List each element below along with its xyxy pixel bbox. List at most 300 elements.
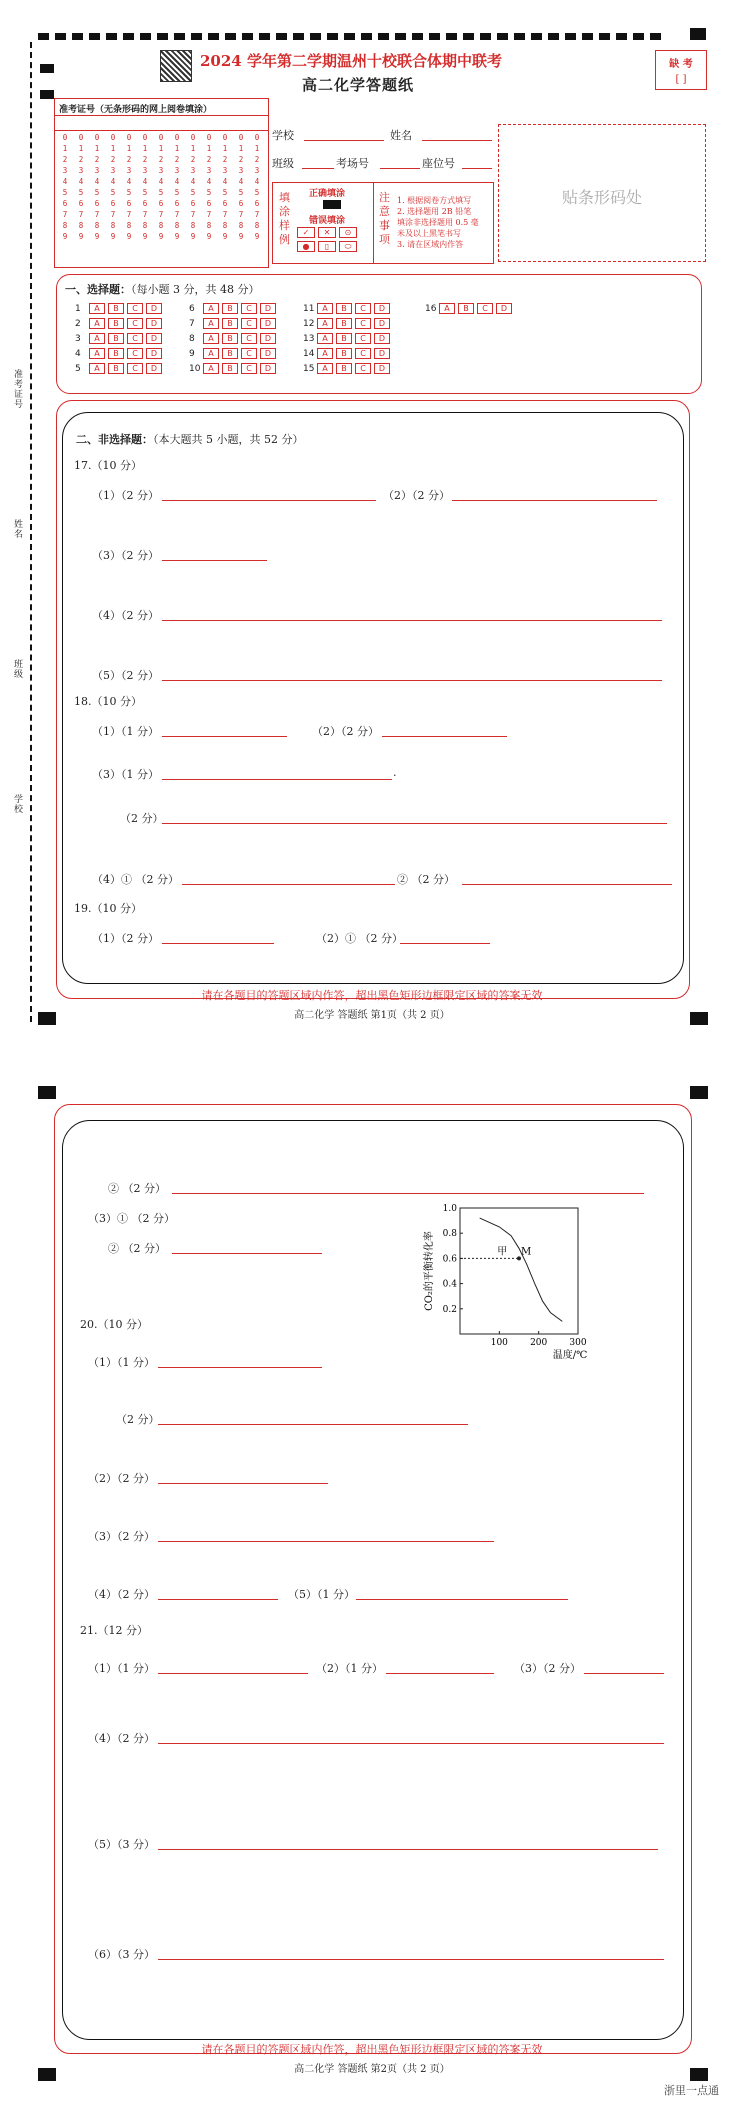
q17-p4-line[interactable] — [162, 620, 662, 621]
exam-digit-bubble[interactable]: 5 — [62, 188, 68, 197]
exam-digit-bubble[interactable]: 4 — [254, 177, 260, 186]
mc-option-bubble[interactable]: D — [374, 363, 390, 374]
mc-option-bubble[interactable]: B — [222, 363, 238, 374]
exam-digit-bubble[interactable]: 4 — [126, 177, 132, 186]
exam-digit-bubble[interactable]: 9 — [238, 232, 244, 241]
exam-digit-bubble[interactable]: 2 — [126, 155, 132, 164]
mc-option-bubble[interactable]: D — [260, 303, 276, 314]
q18-p1-line[interactable] — [162, 736, 287, 737]
mc-option-bubble[interactable]: C — [241, 348, 257, 359]
q19-p3b-line[interactable] — [172, 1253, 322, 1254]
q19-p1-line[interactable] — [162, 943, 274, 944]
exam-digit-bubble[interactable]: 6 — [190, 199, 196, 208]
mc-option-bubble[interactable]: B — [222, 333, 238, 344]
mc-option-bubble[interactable]: B — [108, 333, 124, 344]
mc-option-bubble[interactable]: D — [374, 318, 390, 329]
exam-digit-bubble[interactable]: 0 — [206, 133, 212, 142]
section1-heading: 一、选择题：（每小题 3 分，共 48 分） — [65, 283, 260, 296]
exam-digit-bubble[interactable]: 6 — [126, 199, 132, 208]
exam-digit-bubble[interactable]: 4 — [158, 177, 164, 186]
q20-head: 20.（10 分） — [80, 1318, 148, 1331]
exam-digit-bubble[interactable]: 6 — [62, 199, 68, 208]
corner-mark — [690, 1086, 708, 1099]
exam-digit-bubble[interactable]: 1 — [206, 144, 212, 153]
exam-digit-bubble[interactable]: 1 — [94, 144, 100, 153]
exam-digit-bubble[interactable]: 8 — [142, 221, 148, 230]
mc-option-bubble[interactable]: A — [439, 303, 455, 314]
mc-option-bubble[interactable]: B — [108, 303, 124, 314]
exam-digit-bubble[interactable]: 7 — [190, 210, 196, 219]
exam-digit-bubble[interactable]: 7 — [142, 210, 148, 219]
q21-p6-line[interactable] — [158, 1959, 664, 1960]
name-field[interactable] — [422, 140, 492, 141]
q20-p3-line[interactable] — [158, 1541, 494, 1542]
q17-p1-line[interactable] — [162, 500, 376, 501]
exam-digit-bubble[interactable]: 9 — [206, 232, 212, 241]
exam-digit-bubble[interactable]: 9 — [110, 232, 116, 241]
exam-digit-column[interactable] — [218, 132, 232, 242]
exam-digit-bubble[interactable]: 3 — [126, 166, 132, 175]
mc-option-bubble[interactable]: B — [108, 318, 124, 329]
mc-option-bubble[interactable]: B — [222, 303, 238, 314]
exam-digit-bubble[interactable]: 7 — [174, 210, 180, 219]
q17-p5-line[interactable] — [162, 680, 662, 681]
q19-p2b-line[interactable] — [172, 1193, 644, 1194]
exam-digit-bubble[interactable]: 4 — [94, 177, 100, 186]
q19-p2: （2）① （2 分） — [316, 932, 403, 945]
exam-digit-bubble[interactable]: 8 — [190, 221, 196, 230]
mc-question-8 — [189, 333, 279, 345]
q18-p3-line[interactable] — [162, 779, 392, 780]
exam-digit-bubble[interactable]: 9 — [174, 232, 180, 241]
class-field[interactable] — [302, 168, 334, 169]
q17-p4: （4）（2 分） — [92, 609, 159, 622]
mc-option-bubble[interactable]: D — [496, 303, 512, 314]
mc-option-bubble[interactable]: A — [317, 303, 333, 314]
q20-p2-line[interactable] — [158, 1483, 328, 1484]
exam-digit-bubble[interactable]: 4 — [110, 177, 116, 186]
seat-field[interactable] — [462, 168, 492, 169]
exam-digit-bubble[interactable]: 9 — [62, 232, 68, 241]
exam-digit-bubble[interactable]: 6 — [110, 199, 116, 208]
mc-option-bubble[interactable]: C — [241, 363, 257, 374]
exam-digit-bubble[interactable]: 1 — [222, 144, 228, 153]
mc-option-bubble[interactable]: D — [260, 318, 276, 329]
name-label: 姓名 — [390, 129, 412, 142]
exam-digit-bubble[interactable]: 6 — [142, 199, 148, 208]
mc-question-number: 4 — [75, 349, 81, 359]
exam-digit-bubble[interactable]: 0 — [78, 133, 84, 142]
exam-digit-column[interactable] — [202, 132, 216, 242]
q20-p4: （4）（2 分） — [88, 1588, 155, 1601]
exam-digit-bubble[interactable]: 8 — [158, 221, 164, 230]
exam-digit-bubble[interactable]: 8 — [238, 221, 244, 230]
exam-digit-bubble[interactable]: 0 — [190, 133, 196, 142]
exam-digit-bubble[interactable]: 7 — [110, 210, 116, 219]
annotation-jia: 甲 — [497, 1246, 508, 1258]
mc-option-bubble[interactable]: A — [203, 318, 219, 329]
mc-question-number: 11 — [303, 304, 315, 314]
q21-p5: （5）（3 分） — [88, 1838, 155, 1851]
q21-p4: （4）（2 分） — [88, 1732, 155, 1745]
exam-number-write-row[interactable] — [55, 116, 268, 131]
q18-p4-line[interactable] — [182, 884, 395, 885]
exam-digit-bubble[interactable]: 7 — [254, 210, 260, 219]
exam-digit-bubble[interactable]: 6 — [158, 199, 164, 208]
notice-items: 1. 根据阅卷方式填写 2. 选择题用 2B 铅笔 填涂非选择题用 0.5 毫 米及以上黑笔书写 3. 请在区域内作答 — [397, 196, 479, 249]
mc-option-bubble[interactable]: C — [355, 348, 371, 359]
exam-digit-bubble[interactable]: 6 — [78, 199, 84, 208]
exam-digit-bubble[interactable]: 8 — [222, 221, 228, 230]
exam-digit-bubble[interactable]: 5 — [142, 188, 148, 197]
mc-option-bubble[interactable]: C — [127, 333, 143, 344]
mc-option-bubble[interactable]: B — [222, 318, 238, 329]
exam-digit-bubble[interactable]: 6 — [206, 199, 212, 208]
exam-digit-bubble[interactable]: 7 — [78, 210, 84, 219]
exam-digit-bubble[interactable]: 2 — [94, 155, 100, 164]
exam-digit-bubble[interactable]: 6 — [94, 199, 100, 208]
mc-option-bubble[interactable]: C — [127, 363, 143, 374]
mc-question-7 — [189, 318, 279, 330]
mc-option-bubble[interactable]: A — [317, 348, 333, 359]
q20-p1-line[interactable] — [158, 1367, 322, 1368]
exam-digit-bubble[interactable]: 3 — [222, 166, 228, 175]
exam-digit-bubble[interactable]: 0 — [142, 133, 148, 142]
q21-p3: （3）（2 分） — [514, 1662, 581, 1675]
q20-p1: （1）（1 分） — [88, 1356, 155, 1369]
q19-p3: （3）① （2 分） — [88, 1212, 175, 1225]
exam-digit-bubble[interactable]: 3 — [94, 166, 100, 175]
mc-option-bubble[interactable]: A — [89, 318, 105, 329]
q20-p1b-line[interactable] — [158, 1424, 468, 1425]
exam-number-bubbles[interactable] — [55, 131, 268, 261]
mc-option-bubble[interactable]: C — [355, 318, 371, 329]
chart-frame — [460, 1208, 578, 1334]
exam-digit-bubble[interactable]: 0 — [222, 133, 228, 142]
exam-digit-bubble[interactable]: 6 — [238, 199, 244, 208]
exam-digit-bubble[interactable]: 8 — [174, 221, 180, 230]
exam-digit-bubble[interactable]: 4 — [238, 177, 244, 186]
correct-fill-sample — [323, 200, 341, 209]
exam-digit-bubble[interactable]: 1 — [78, 144, 84, 153]
exam-digit-bubble[interactable]: 4 — [190, 177, 196, 186]
mc-option-bubble[interactable]: C — [355, 333, 371, 344]
exam-digit-bubble[interactable]: 5 — [222, 188, 228, 197]
exam-digit-bubble[interactable]: 5 — [158, 188, 164, 197]
mc-option-bubble[interactable]: D — [260, 348, 276, 359]
x-axis-label: 温度/℃ — [552, 1350, 588, 1361]
exam-digit-bubble[interactable]: 5 — [126, 188, 132, 197]
exam-digit-bubble[interactable]: 9 — [126, 232, 132, 241]
exam-digit-bubble[interactable]: 2 — [254, 155, 260, 164]
exam-digit-bubble[interactable]: 7 — [126, 210, 132, 219]
exam-digit-column[interactable] — [90, 132, 104, 242]
q20-p1b: （2 分） — [116, 1413, 160, 1426]
q17-p1: （1）（2 分） — [92, 489, 159, 502]
exam-digit-bubble[interactable]: 1 — [238, 144, 244, 153]
exam-digit-bubble[interactable]: 2 — [158, 155, 164, 164]
mc-option-bubble[interactable]: A — [203, 363, 219, 374]
q17-head: 17.（10 分） — [74, 459, 142, 472]
q20-p4-line[interactable] — [158, 1599, 278, 1600]
exam-digit-bubble[interactable]: 5 — [190, 188, 196, 197]
mc-option-bubble[interactable]: A — [317, 318, 333, 329]
exam-digit-bubble[interactable]: 1 — [174, 144, 180, 153]
exam-digit-bubble[interactable]: 7 — [206, 210, 212, 219]
mc-option-bubble[interactable]: A — [89, 348, 105, 359]
mc-option-bubble[interactable]: B — [336, 348, 352, 359]
mc-question-number: 16 — [425, 304, 437, 314]
exam-digit-bubble[interactable]: 6 — [174, 199, 180, 208]
mc-option-bubble[interactable]: B — [336, 333, 352, 344]
exam-digit-bubble[interactable]: 7 — [222, 210, 228, 219]
q17-p2-line[interactable] — [452, 500, 657, 501]
exam-digit-bubble[interactable]: 5 — [206, 188, 212, 197]
q18-p3-dot: . — [393, 766, 397, 779]
exam-digit-bubble[interactable]: 3 — [238, 166, 244, 175]
q20-p5-line[interactable] — [356, 1599, 568, 1600]
q21-p2: （2）（1 分） — [316, 1662, 383, 1675]
exam-digit-bubble[interactable]: 9 — [142, 232, 148, 241]
exam-digit-bubble[interactable]: 2 — [238, 155, 244, 164]
mc-option-bubble[interactable]: A — [317, 363, 333, 374]
mc-option-bubble[interactable]: D — [374, 333, 390, 344]
mc-option-bubble[interactable]: D — [260, 363, 276, 374]
exam-digit-bubble[interactable]: 8 — [254, 221, 260, 230]
q18-head: 18.（10 分） — [74, 695, 142, 708]
exam-digit-bubble[interactable]: 8 — [206, 221, 212, 230]
school-field[interactable] — [304, 140, 384, 141]
exam-digit-bubble[interactable]: 8 — [62, 221, 68, 230]
mc-option-bubble[interactable]: B — [108, 348, 124, 359]
exam-digit-bubble[interactable]: 4 — [206, 177, 212, 186]
x-tick-label: 200 — [530, 1338, 548, 1348]
q21-p5-line[interactable] — [158, 1849, 658, 1850]
exam-digit-bubble[interactable]: 5 — [254, 188, 260, 197]
exam-digit-bubble[interactable]: 0 — [158, 133, 164, 142]
mc-question-13 — [303, 333, 393, 345]
mc-question-number: 15 — [303, 364, 315, 374]
exam-digit-bubble[interactable]: 4 — [174, 177, 180, 186]
q18-p1: （1）（1 分） — [92, 725, 159, 738]
exam-digit-bubble[interactable]: 6 — [254, 199, 260, 208]
exam-digit-bubble[interactable]: 2 — [62, 155, 68, 164]
q21-p4-line[interactable] — [158, 1743, 664, 1744]
fill-example-side: 填 涂 样 例 — [279, 191, 290, 246]
exam-digit-column[interactable] — [250, 132, 264, 242]
mc-option-bubble[interactable]: B — [336, 363, 352, 374]
margin-label-school: 学校 — [14, 795, 24, 815]
mc-option-bubble[interactable]: C — [241, 318, 257, 329]
q19-head: 19.（10 分） — [74, 902, 142, 915]
exam-digit-bubble[interactable]: 4 — [142, 177, 148, 186]
mc-question-10 — [189, 363, 279, 375]
exam-digit-bubble[interactable]: 9 — [254, 232, 260, 241]
exam-digit-bubble[interactable]: 5 — [78, 188, 84, 197]
q18-p4b-line[interactable] — [462, 884, 672, 885]
correct-fill-label: 正确填涂 — [309, 189, 346, 199]
watermark: 浙里一点通 — [664, 2084, 719, 2097]
exam-digit-bubble[interactable]: 3 — [190, 166, 196, 175]
mc-option-bubble[interactable]: B — [336, 303, 352, 314]
mc-question-number: 5 — [75, 364, 81, 374]
exam-digit-bubble[interactable]: 0 — [238, 133, 244, 142]
mc-option-bubble[interactable]: C — [241, 333, 257, 344]
wrong-fill-samples: ✓ ✕ ⊙ ● ▯ ⬭ — [297, 227, 377, 252]
exam-digit-column[interactable] — [186, 132, 200, 242]
exam-digit-bubble[interactable]: 0 — [254, 133, 260, 142]
exam-digit-bubble[interactable]: 9 — [78, 232, 84, 241]
mc-question-number: 14 — [303, 349, 315, 359]
exam-digit-bubble[interactable]: 9 — [94, 232, 100, 241]
exam-digit-bubble[interactable]: 9 — [158, 232, 164, 241]
mc-question-number: 6 — [189, 304, 195, 314]
page-subtitle: 高二化学答题纸 — [302, 76, 415, 94]
exam-digit-bubble[interactable]: 3 — [78, 166, 84, 175]
mc-option-bubble[interactable]: A — [89, 333, 105, 344]
exam-digit-bubble[interactable]: 0 — [110, 133, 116, 142]
mc-question-number: 8 — [189, 334, 195, 344]
mc-option-bubble[interactable]: C — [127, 348, 143, 359]
exam-digit-bubble[interactable]: 1 — [142, 144, 148, 153]
exam-digit-bubble[interactable]: 1 — [158, 144, 164, 153]
mc-option-bubble[interactable]: C — [241, 303, 257, 314]
mc-option-bubble[interactable]: D — [146, 348, 162, 359]
exam-digit-bubble[interactable]: 3 — [62, 166, 68, 175]
y-tick-label: 1.0 — [442, 1204, 457, 1214]
absent-checkbox[interactable]: [ ] — [675, 74, 687, 85]
mc-option-bubble[interactable]: A — [89, 303, 105, 314]
q18-p3b-line[interactable] — [162, 823, 667, 824]
exam-digit-bubble[interactable]: 7 — [158, 210, 164, 219]
exam-digit-bubble[interactable]: 6 — [222, 199, 228, 208]
exam-digit-bubble[interactable]: 1 — [190, 144, 196, 153]
mc-option-bubble[interactable]: D — [260, 333, 276, 344]
mc-option-bubble[interactable]: D — [146, 363, 162, 374]
exam-digit-bubble[interactable]: 3 — [206, 166, 212, 175]
exam-digit-bubble[interactable]: 2 — [78, 155, 84, 164]
q18-p4b: ② （2 分） — [397, 873, 455, 886]
exam-digit-bubble[interactable]: 2 — [222, 155, 228, 164]
exam-digit-column[interactable] — [138, 132, 152, 242]
exam-digit-bubble[interactable]: 3 — [174, 166, 180, 175]
mc-option-bubble[interactable]: D — [374, 303, 390, 314]
mc-option-bubble[interactable]: C — [127, 303, 143, 314]
exam-digit-bubble[interactable]: 2 — [190, 155, 196, 164]
exam-digit-bubble[interactable]: 3 — [110, 166, 116, 175]
q18-p2-line[interactable] — [382, 736, 507, 737]
exam-digit-bubble[interactable]: 7 — [94, 210, 100, 219]
x-tick-label: 100 — [490, 1338, 508, 1348]
exam-digit-bubble[interactable]: 8 — [78, 221, 84, 230]
mc-option-bubble[interactable]: B — [458, 303, 474, 314]
mc-option-bubble[interactable]: D — [374, 348, 390, 359]
mc-question-number: 9 — [189, 349, 195, 359]
exam-digit-bubble[interactable]: 9 — [222, 232, 228, 241]
exam-digit-column[interactable] — [122, 132, 136, 242]
exam-digit-bubble[interactable]: 4 — [78, 177, 84, 186]
exam-digit-bubble[interactable]: 3 — [254, 166, 260, 175]
y-axis-label: CO₂的平衡转化率 — [424, 1231, 435, 1311]
exam-digit-column[interactable] — [154, 132, 168, 242]
q21-p3-line[interactable] — [584, 1673, 664, 1674]
q19-p3b: ② （2 分） — [108, 1242, 166, 1255]
exam-digit-bubble[interactable]: 0 — [62, 133, 68, 142]
mc-option-bubble[interactable]: D — [146, 333, 162, 344]
room-field[interactable] — [380, 168, 420, 169]
exam-digit-bubble[interactable]: 5 — [238, 188, 244, 197]
exam-digit-bubble[interactable]: 2 — [110, 155, 116, 164]
exam-digit-column[interactable] — [170, 132, 184, 242]
absent-label: 缺 考 — [669, 59, 693, 70]
exam-digit-bubble[interactable]: 9 — [190, 232, 196, 241]
exam-digit-bubble[interactable]: 2 — [142, 155, 148, 164]
exam-digit-bubble[interactable]: 3 — [142, 166, 148, 175]
exam-digit-bubble[interactable]: 1 — [126, 144, 132, 153]
q21-p2-line[interactable] — [386, 1673, 494, 1674]
exam-digit-bubble[interactable]: 1 — [62, 144, 68, 153]
mc-option-bubble[interactable]: B — [108, 363, 124, 374]
exam-digit-bubble[interactable]: 0 — [174, 133, 180, 142]
mc-option-bubble[interactable]: A — [203, 333, 219, 344]
corner-mark — [690, 2068, 708, 2081]
exam-digit-bubble[interactable]: 4 — [62, 177, 68, 186]
exam-digit-bubble[interactable]: 0 — [126, 133, 132, 142]
mc-option-bubble[interactable]: D — [146, 318, 162, 329]
exam-digit-bubble[interactable]: 3 — [158, 166, 164, 175]
mc-option-bubble[interactable]: A — [203, 348, 219, 359]
exam-digit-column[interactable] — [74, 132, 88, 242]
exam-digit-column[interactable] — [234, 132, 248, 242]
q21-p1-line[interactable] — [158, 1673, 308, 1674]
exam-digit-column[interactable] — [58, 132, 72, 242]
mc-question-4 — [75, 348, 165, 360]
exam-digit-bubble[interactable]: 8 — [94, 221, 100, 230]
exam-digit-bubble[interactable]: 7 — [238, 210, 244, 219]
mc-option-bubble[interactable]: A — [89, 363, 105, 374]
mc-option-bubble[interactable]: C — [127, 318, 143, 329]
mc-option-bubble[interactable]: B — [336, 318, 352, 329]
mc-option-bubble[interactable]: A — [203, 303, 219, 314]
exam-digit-bubble[interactable]: 5 — [174, 188, 180, 197]
exam-digit-bubble[interactable]: 2 — [206, 155, 212, 164]
exam-digit-bubble[interactable]: 0 — [94, 133, 100, 142]
mc-option-bubble[interactable]: B — [222, 348, 238, 359]
mc-option-bubble[interactable]: C — [355, 303, 371, 314]
q21-p1: （1）（1 分） — [88, 1662, 155, 1675]
exam-digit-bubble[interactable]: 8 — [110, 221, 116, 230]
exam-digit-bubble[interactable]: 2 — [174, 155, 180, 164]
mc-option-bubble[interactable]: A — [317, 333, 333, 344]
exam-digit-bubble[interactable]: 4 — [222, 177, 228, 186]
q19-p2-line[interactable] — [400, 943, 490, 944]
exam-digit-column[interactable] — [106, 132, 120, 242]
series-line — [480, 1218, 563, 1321]
section2-heading: 二、非选择题：（本大题共 5 小题，共 52 分） — [76, 433, 304, 446]
exam-digit-bubble[interactable]: 8 — [126, 221, 132, 230]
exam-digit-bubble[interactable]: 1 — [254, 144, 260, 153]
y-tick-label: 0.8 — [442, 1229, 457, 1240]
mc-option-bubble[interactable]: C — [477, 303, 493, 314]
q20-p5: （5）（1 分） — [288, 1588, 355, 1601]
mc-option-bubble[interactable]: C — [355, 363, 371, 374]
q17-p3-line[interactable] — [162, 560, 267, 561]
exam-digit-bubble[interactable]: 5 — [94, 188, 100, 197]
exam-digit-bubble[interactable]: 1 — [110, 144, 116, 153]
exam-digit-bubble[interactable]: 7 — [62, 210, 68, 219]
mc-option-bubble[interactable]: D — [146, 303, 162, 314]
exam-digit-bubble[interactable]: 5 — [110, 188, 116, 197]
